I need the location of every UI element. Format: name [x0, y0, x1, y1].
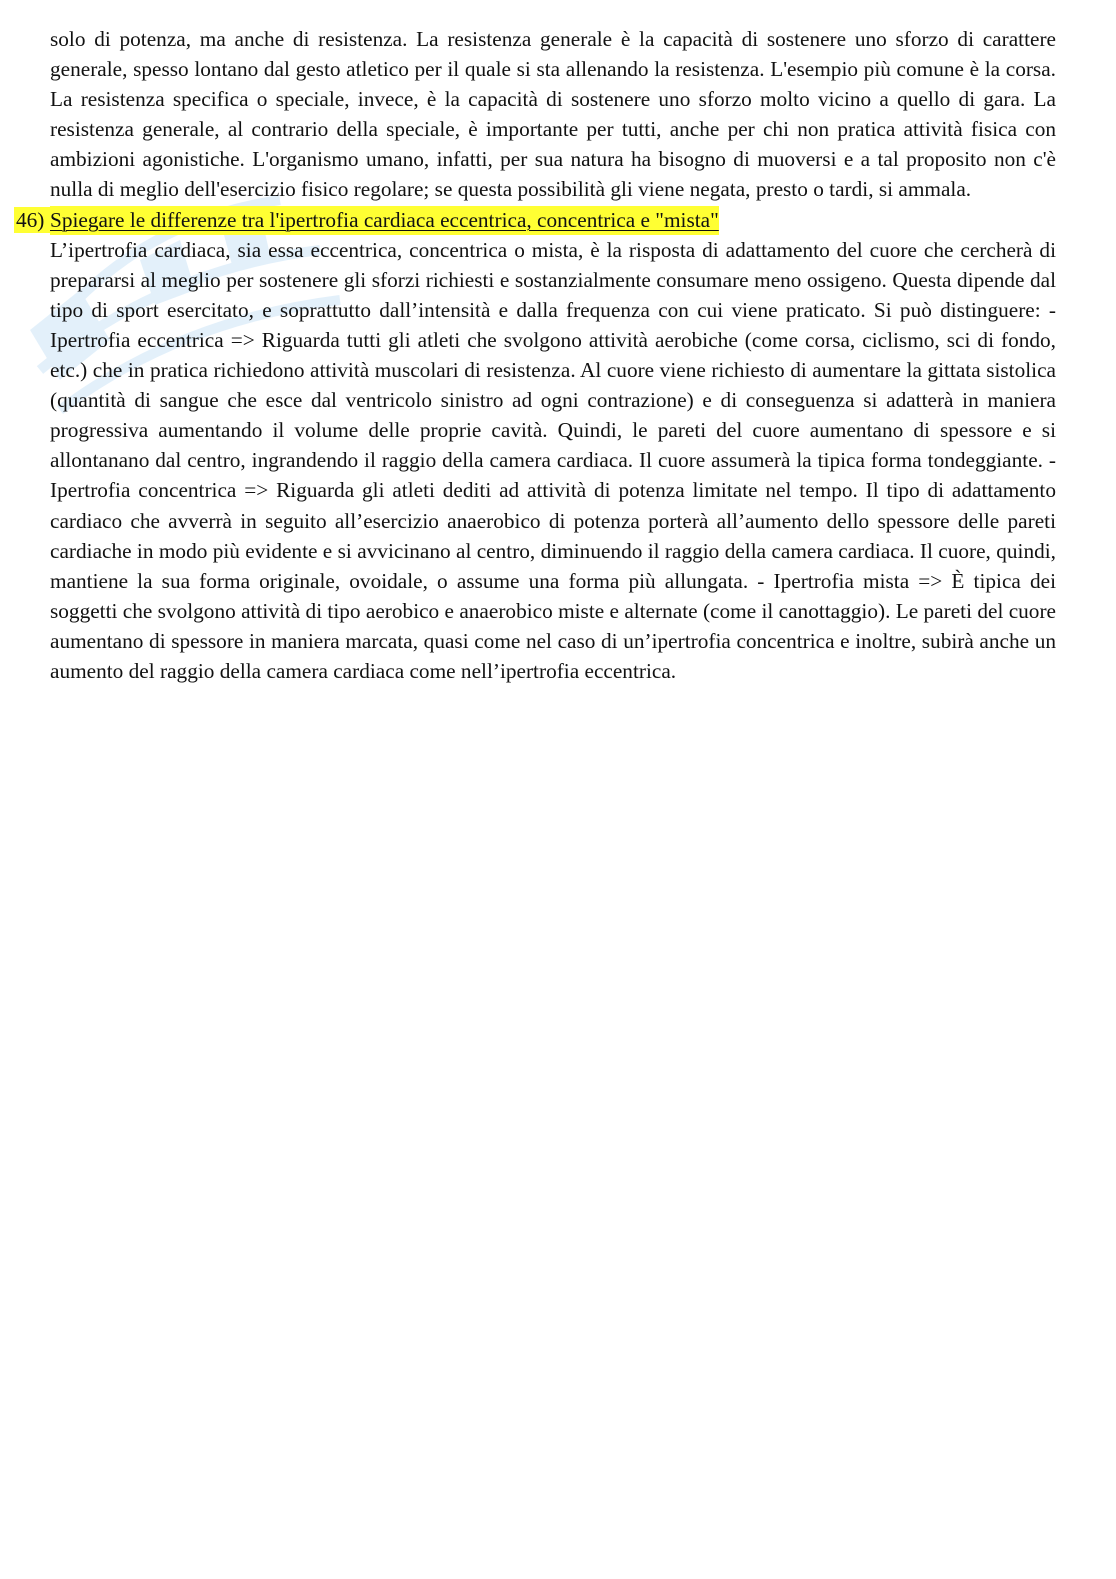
question-heading — [16, 205, 1056, 235]
answer-paragraph: L’ipertrofia cardiaca, sia essa eccentrica, concentrica o mista, è la risposta di adattamento del cuore che cercherà di prepararsi al meglio per sostenere gli sforzi richiesti e sostanzialmente consumare meno ossigeno. Questa dipende dal tipo di sport esercitato, e soprattutto dall’intensità e dalla frequenza con cui viene praticato. Si può distinguere: - Ipertrofia eccentrica => Riguarda tutti gli atleti che svolgono attività aerobiche (come corsa, ciclismo, sci di fondo, etc.) che in pratica richiedono attività muscolari di resistenza. Al cuore viene richiesto di aumentare la gittata sistolica (quantità di sangue che esce dal ventricolo sinistro ad ogni contrazione) e di conseguenza si adatterà in maniera progressiva aumentando il volume delle proprie cavità. Quindi, le pareti del cuore aumentano di spessore e si allontanano dal centro, ingrandendo il raggio della camera cardiaca. Il cuore assumerà la tipica forma tondeggiante. - Ipertrofia concentrica => Riguarda gli atleti dediti ad attività di potenza limitate nel tempo. Il tipo di adattamento cardiaco che avverrà in seguito all’esercizio anaerobico di potenza porterà all’aumento dello spessore delle pareti cardiache in modo più evidente e si avvicinano al centro, diminuendo il raggio della camera cardiaca. Il cuore, quindi, mantiene la sua forma originale, ovoidale, o assume una forma più allungata. - Ipertrofia mista => È tipica dei soggetti che svolgono attività di tipo aerobico e anaerobico miste e alternate (come il canottaggio). Le pareti del cuore aumentano di spessore in maniera marcata, quasi come nel caso di un’ipertrofia concentrica e inoltre, subirà anche un aumento del raggio della camera cardiaca come nell’ipertrofia eccentrica. — [50, 237, 1056, 683]
intro-paragraph: solo di potenza, ma anche di resistenza. La resistenza generale è la capacità di sostenere uno sforzo di carattere generale, spesso lontano dal gesto atletico per il quale si sta allenando la resistenza. L'esempio più comune è la corsa. La resistenza specifica o speciale, invece, è la capacità di sostenere uno sforzo molto vicino a quello di gara. La resistenza generale, al contrario della speciale, è importante per tutti, anche per chi non pratica attività fisica con ambizioni agonistiche. L'organismo umano, infatti, per sua natura ha bisogno di muoversi e a tal proposito non c'è nulla di meglio dell'esercizio fisico regolare; se questa possibilità gli viene negata, presto o tardi, si ammala. — [50, 27, 1056, 202]
document-content — [16, 24, 1056, 686]
question-number: 46) — [16, 207, 45, 232]
question-title: Spiegare le differenze tra l'ipertrofia cardiaca eccentrica, concentrica e "mista" — [50, 206, 719, 235]
